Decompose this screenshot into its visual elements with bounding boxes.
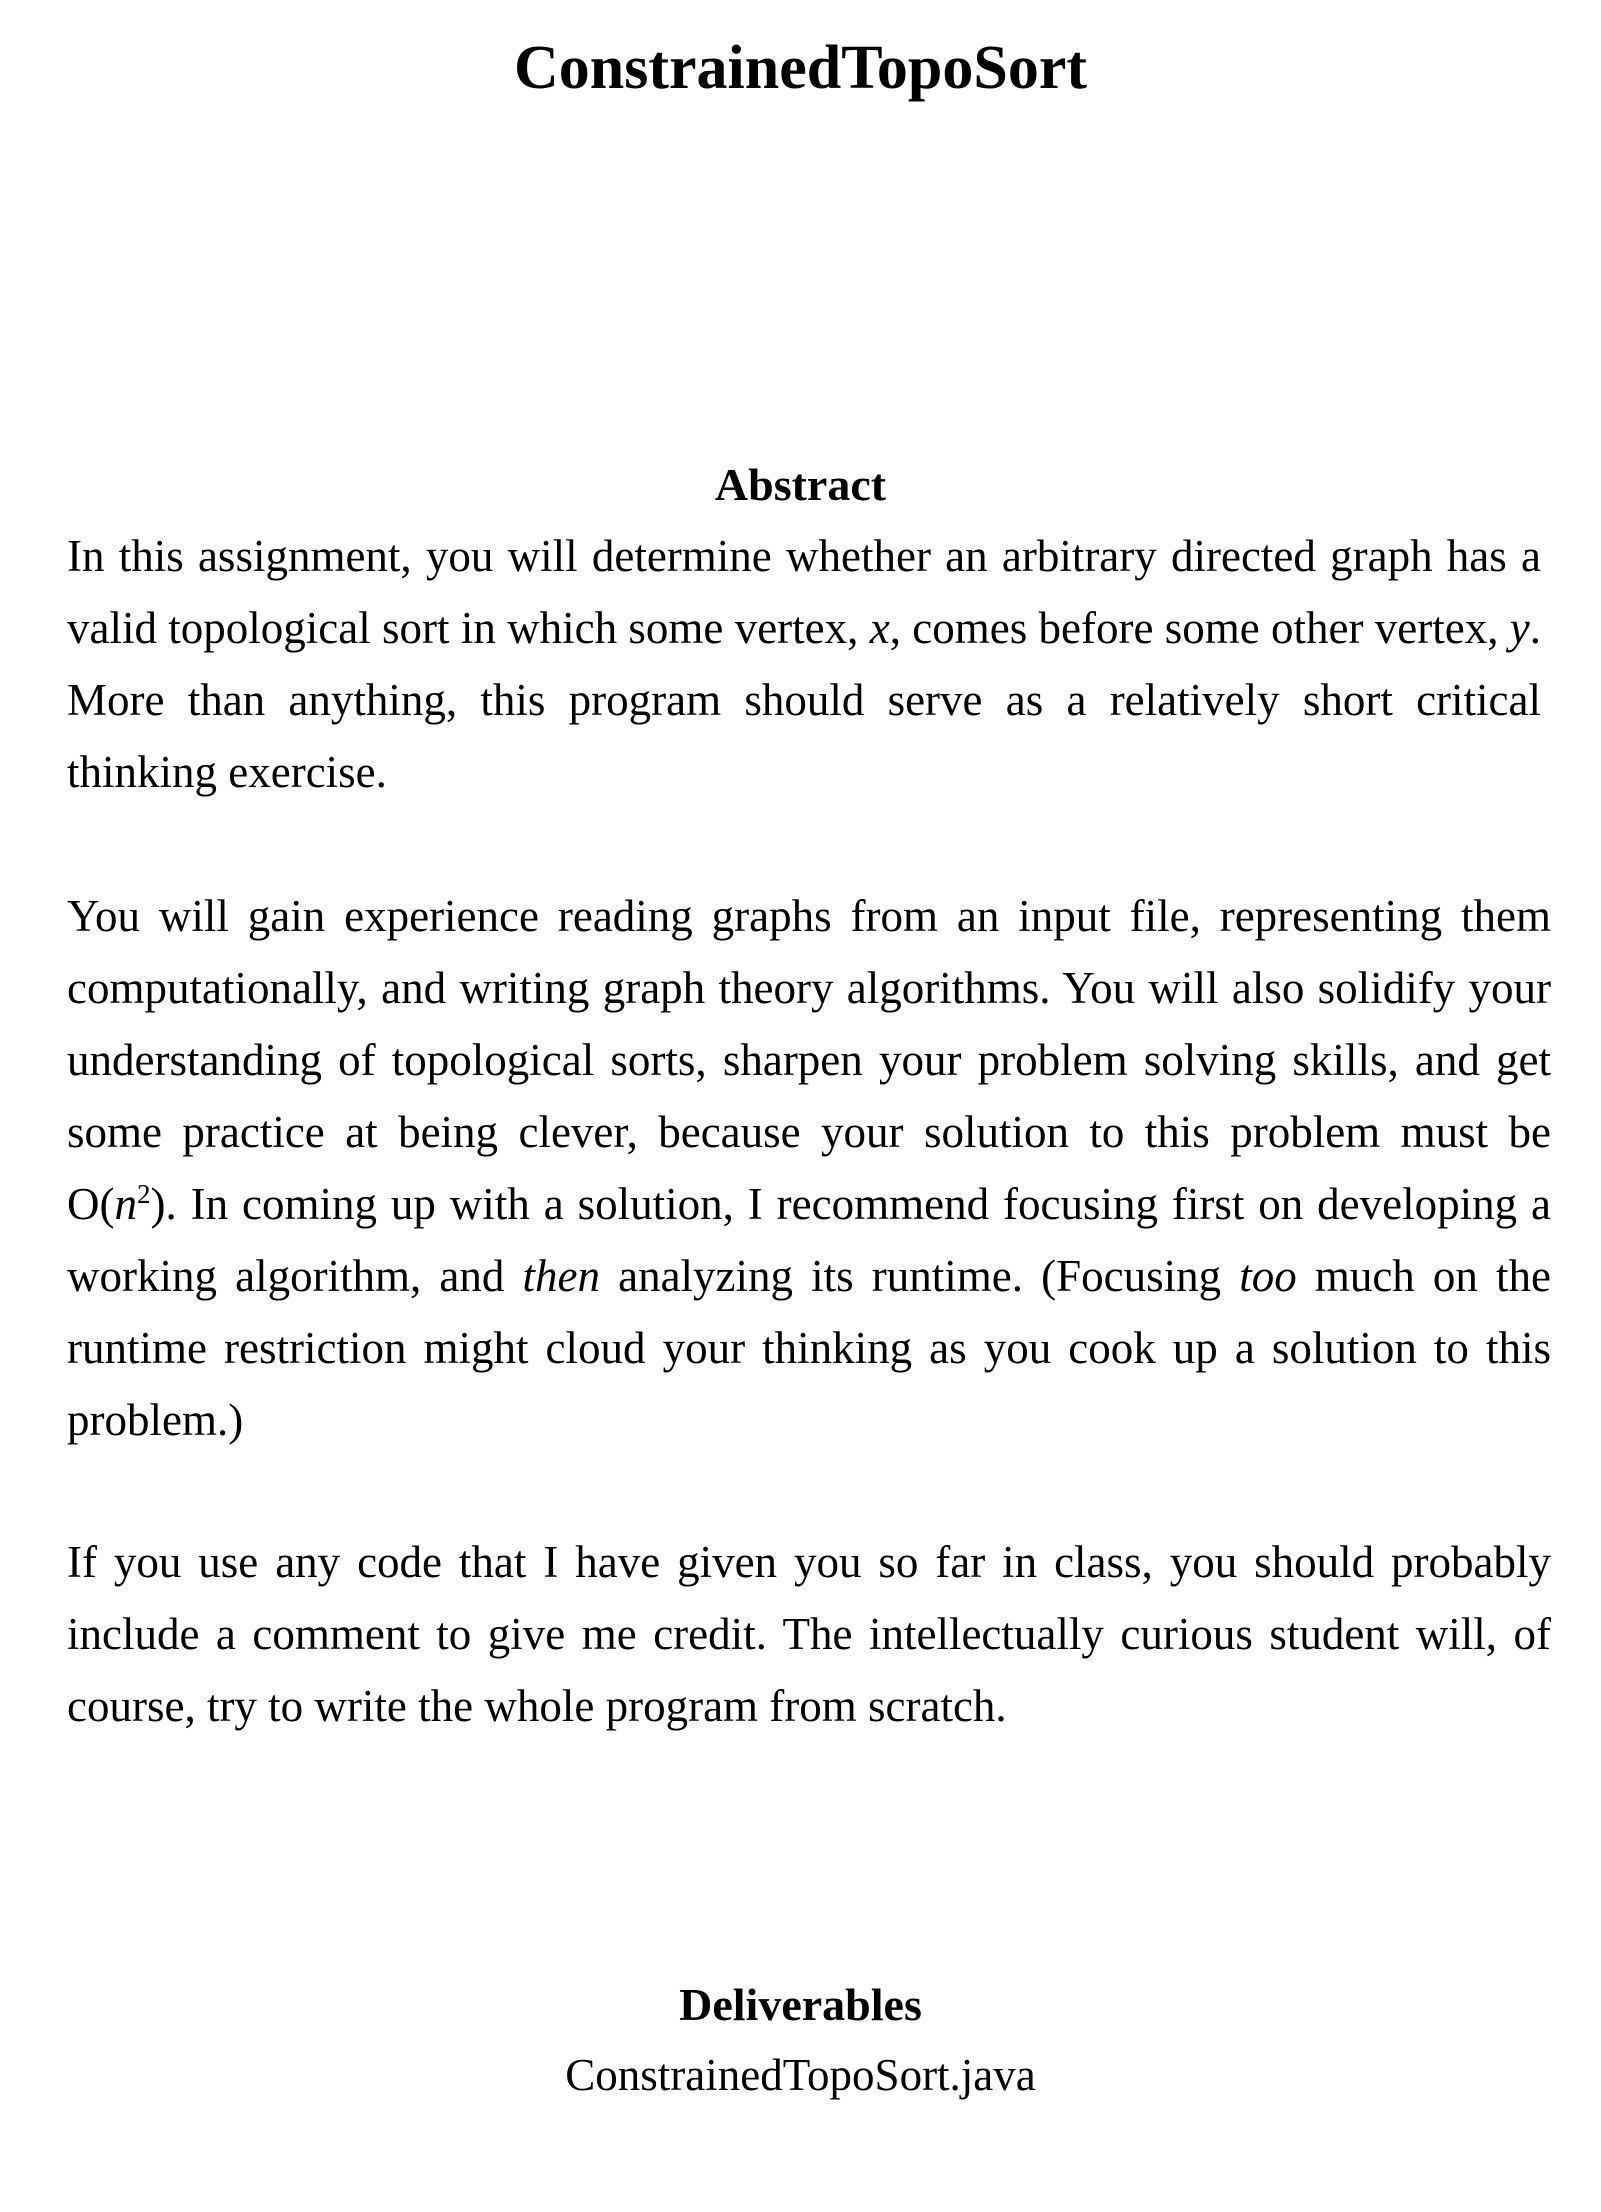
text-run: much on the runtime restriction might cloud your thinking as you cook up a solution to this problem.) <box>67 1251 1551 1445</box>
document-title: ConstrainedTopoSort <box>513 34 1088 102</box>
abstract-paragraph-1 <box>67 520 1541 808</box>
variable-n: n <box>114 1179 137 1229</box>
text-run: You will gain experience reading graphs from an input file, representing them computationally, and writing graph theory algorithms. You will also solidify your understanding of topological sorts, sharpen your problem solving skills, and get some practice at being clever, because your solution to this problem must be O( <box>67 891 1551 1229</box>
abstract-paragraph-3: If you use any code that I have given you so far in class, you should probably include a comment to give me credit. The intellectually curious student will, of course, try to write the whole program from scratch. <box>67 1537 1551 1731</box>
abstract-heading: Abstract <box>714 459 887 510</box>
text-run: ). In coming up with a solution, I recommend focusing first on developing a working algorithm, and <box>67 1179 1551 1301</box>
text-run: , comes before some other vertex, <box>889 603 1510 653</box>
emphasis-then: then <box>522 1251 600 1301</box>
deliverables-heading: Deliverables <box>679 1979 922 2030</box>
variable-y: y <box>1509 603 1530 653</box>
emphasis-too: too <box>1239 1251 1297 1301</box>
deliverable-filename: ConstrainedTopoSort.java <box>565 2050 1036 2100</box>
exponent: 2 <box>136 1179 151 1209</box>
text-run: In this assignment, you will determine whether an arbitrary directed graph has a valid topological sort in which some vertex, <box>67 531 1541 653</box>
text-run: analyzing its runtime. (Focusing <box>600 1251 1240 1301</box>
text-run: . More than anything, this program should serve as a relatively short critical thinking exercise. <box>67 603 1541 797</box>
variable-x: x <box>869 603 890 653</box>
abstract-paragraph-2 <box>67 880 1551 1456</box>
